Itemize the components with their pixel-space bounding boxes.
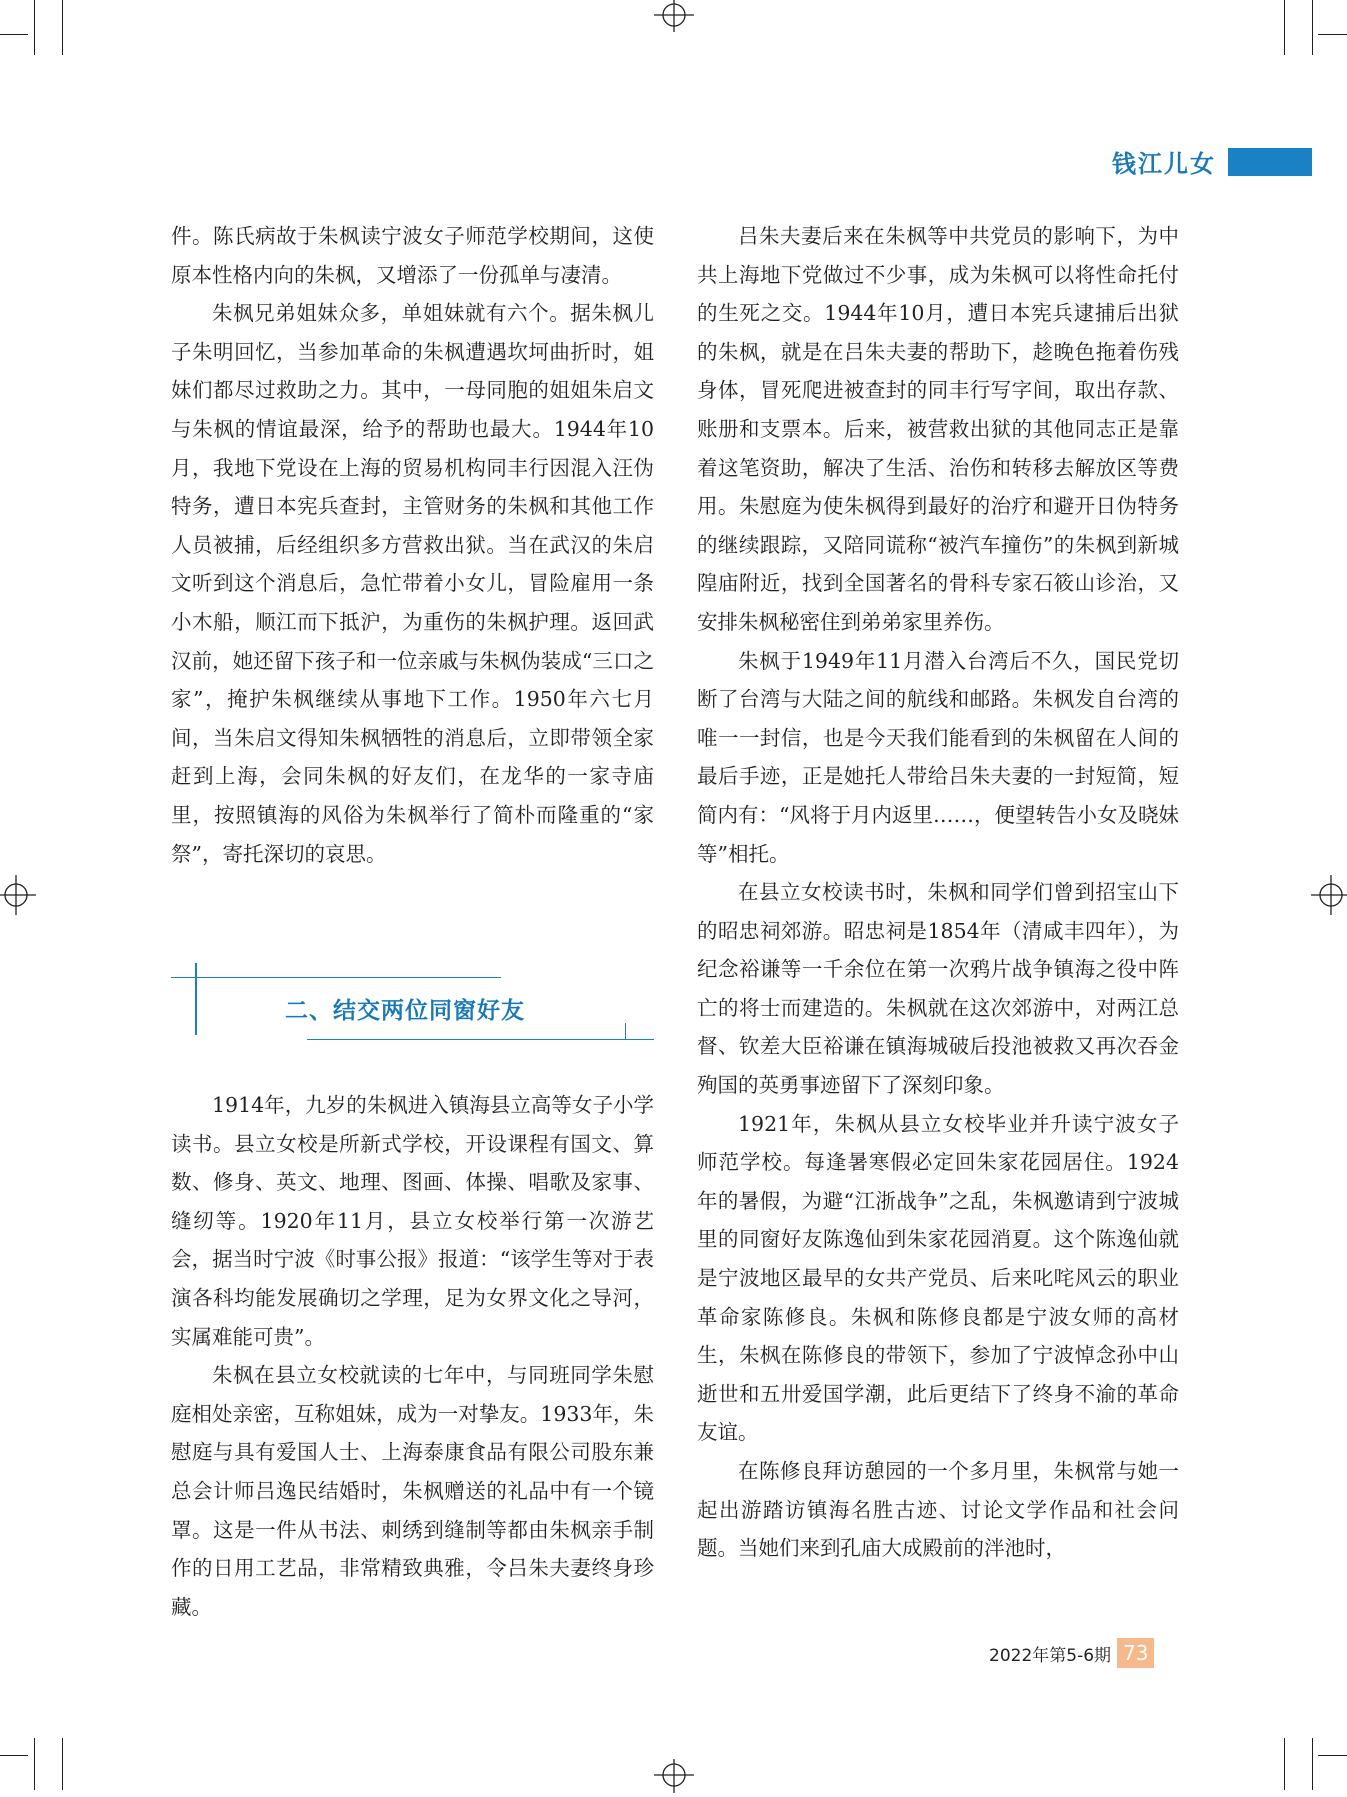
column-tag (1112, 144, 1312, 179)
registration-mark-icon (1307, 875, 1347, 915)
paragraph: 朱枫于1949年11月潜入台湾后不久，国民党切断了台湾与大陆之间的航线和邮路。朱枫发自台湾的唯一一封信，也是今天我们能看到的朱枫留在人间的最后手迹，正是她托人带给吕朱夫妻的一封短简，短简内有：“风将于月内返里……，便望转告小女及晓妹等”相托。 (697, 648, 1179, 866)
registration-mark-icon (654, 1757, 694, 1797)
left-column-section (171, 1086, 654, 1626)
crop-mark-top-left-h (0, 34, 28, 35)
heading-rule-tick (625, 1023, 626, 1039)
right-column (697, 217, 1179, 1568)
crop-mark-bottom-right-v (1284, 1738, 1285, 1790)
paragraph: 在县立女校读书时，朱枫和同学们曾到招宝山下的昭忠祠郊游。昭忠祠是1854年（清咸丰四年），为纪念裕谦等一千余位在第一次鸦片战争镇海之役中阵亡的将士而建造的。朱枫就在这次郊游中，对两江总督、钦差大臣裕谦在镇海城破后投池被救又再次吞金殉国的英勇事迹留下了深刻印象。 (697, 880, 1179, 1098)
crop-mark-top-left-v (34, 0, 35, 55)
paragraph: 在陈修良拜访憩园的一个多月里，朱枫常与她一起出游踏访镇海名胜古迹、讨论文学作品和社会问题。当她们来到孔庙大成殿前的泮池时， (697, 1459, 1179, 1561)
left-column (171, 217, 654, 873)
paragraph: 件。陈氏病故于朱枫读宁波女子师范学校期间，这使原本性格内向的朱枫，又增添了一份孤单与凄清。 (171, 224, 654, 287)
issue-label: 2022年第5-6期 (989, 1645, 1112, 1666)
column-name: 钱江儿女 (1112, 150, 1216, 178)
crop-mark-bottom-left-v (34, 1738, 35, 1790)
section-title: 二、结交两位同窗好友 (285, 998, 525, 1024)
registration-mark-icon (654, 0, 694, 40)
column-tag-bar (1228, 148, 1312, 176)
heading-rule-bottom (307, 1039, 654, 1040)
crop-mark-top-left-v2 (62, 0, 63, 55)
heading-rule-vertical (195, 963, 197, 1035)
crop-mark-top-right-v (1284, 0, 1285, 55)
paragraph: 1921年，朱枫从县立女校毕业并升读宁波女子师范学校。每逢暑寒假必定回朱家花园居住。1924年的暑假，为避“江浙战争”之乱，朱枫邀请到宁波城里的同窗好友陈逸仙到朱家花园消夏。这个陈逸仙就是宁波地区最早的女共产党员、后来叱咤风云的职业革命家陈修良。朱枫和陈修良都是宁波女师的高材生，朱枫在陈修良的带领下，参加了宁波悼念孙中山逝世和五卅爱国学潮，此后更结下了终身不渝的革命友谊。 (697, 1111, 1179, 1445)
crop-mark-bottom-left-v2 (62, 1738, 63, 1790)
page-footer (989, 1638, 1154, 1668)
paragraph: 1914年，九岁的朱枫进入镇海县立高等女子小学读书。县立女校是所新式学校，开设课程有国文、算数、修身、英文、地理、图画、体操、唱歌及家事、缝纫等。1920年11月，县立女校举行第一次游艺会，据当时宁波《时事公报》报道：“该学生等对于表演各科均能发展确切之学理，足为女界文化之导河，实属难能可贵”。 (171, 1093, 654, 1349)
crop-mark-top-right-v2 (1312, 0, 1313, 55)
crop-mark-bottom-right-v2 (1312, 1738, 1313, 1790)
registration-mark-icon (0, 875, 40, 915)
paragraph: 朱枫在县立女校就读的七年中，与同班同学朱慰庭相处亲密，互称姐妹，成为一对挚友。1933年，朱慰庭与具有爱国人士、上海泰康食品有限公司股东兼总会计师吕逸民结婚时，朱枫赠送的礼品中有一个镜罩。这是一件从书法、刺绣到缝制等都由朱枫亲手制作的日用工艺品，非常精致典雅，令吕朱夫妻终身珍藏。 (171, 1363, 654, 1619)
paragraph: 朱枫兄弟姐妹众多，单姐妹就有六个。据朱枫儿子朱明回忆，当参加革命的朱枫遭遇坎坷曲折时，姐妹们都尽过救助之力。其中，一母同胞的姐姐朱启文与朱枫的情谊最深，给予的帮助也最大。1944年10月，我地下党设在上海的贸易机构同丰行因混入汪伪特务，遭日本宪兵查封，主管财务的朱枫和其他工作人员被捕，后经组织多方营救出狱。当在武汉的朱启文听到这个消息后，急忙带着小女儿，冒险雇用一条小木船，顺江而下抵沪，为重伤的朱枫护理。返回武汉前，她还留下孩子和一位亲戚与朱枫伪装成“三口之家”，掩护朱枫继续从事地下工作。1950年六七月间，当朱启文得知朱枫牺牲的消息后，立即带领全家赶到上海，会同朱枫的好友们，在龙华的一家寺庙里，按照镇海的风俗为朱枫举行了简朴而隆重的“家祭”，寄托深切的哀思。 (171, 301, 654, 866)
paragraph: 吕朱夫妻后来在朱枫等中共党员的影响下，为中共上海地下党做过不少事，成为朱枫可以将性命托付的生死之交。1944年10月，遭日本宪兵逮捕后出狱的朱枫，就是在吕朱夫妻的帮助下，趁晚色拖着伤残身体，冒死爬进被查封的同丰行写字间，取出存款、账册和支票本。后来，被营救出狱的其他同志正是靠着这笔资助，解决了生活、治伤和转移去解放区等费用。朱慰庭为使朱枫得到最好的治疗和避开日伪特务的继续跟踪，又陪同谎称“被汽车撞伤”的朱枫到新城隍庙附近，找到全国著名的骨科专家石筱山诊治，又安排朱枫秘密住到弟弟家里养伤。 (697, 224, 1179, 634)
heading-rule-top (171, 977, 501, 978)
crop-mark-bottom-right-h (1318, 1755, 1347, 1756)
page-number: 73 (1117, 1638, 1154, 1668)
section-heading (171, 960, 654, 1044)
crop-mark-bottom-left-h (0, 1755, 28, 1756)
crop-mark-top-right-h (1318, 34, 1347, 35)
